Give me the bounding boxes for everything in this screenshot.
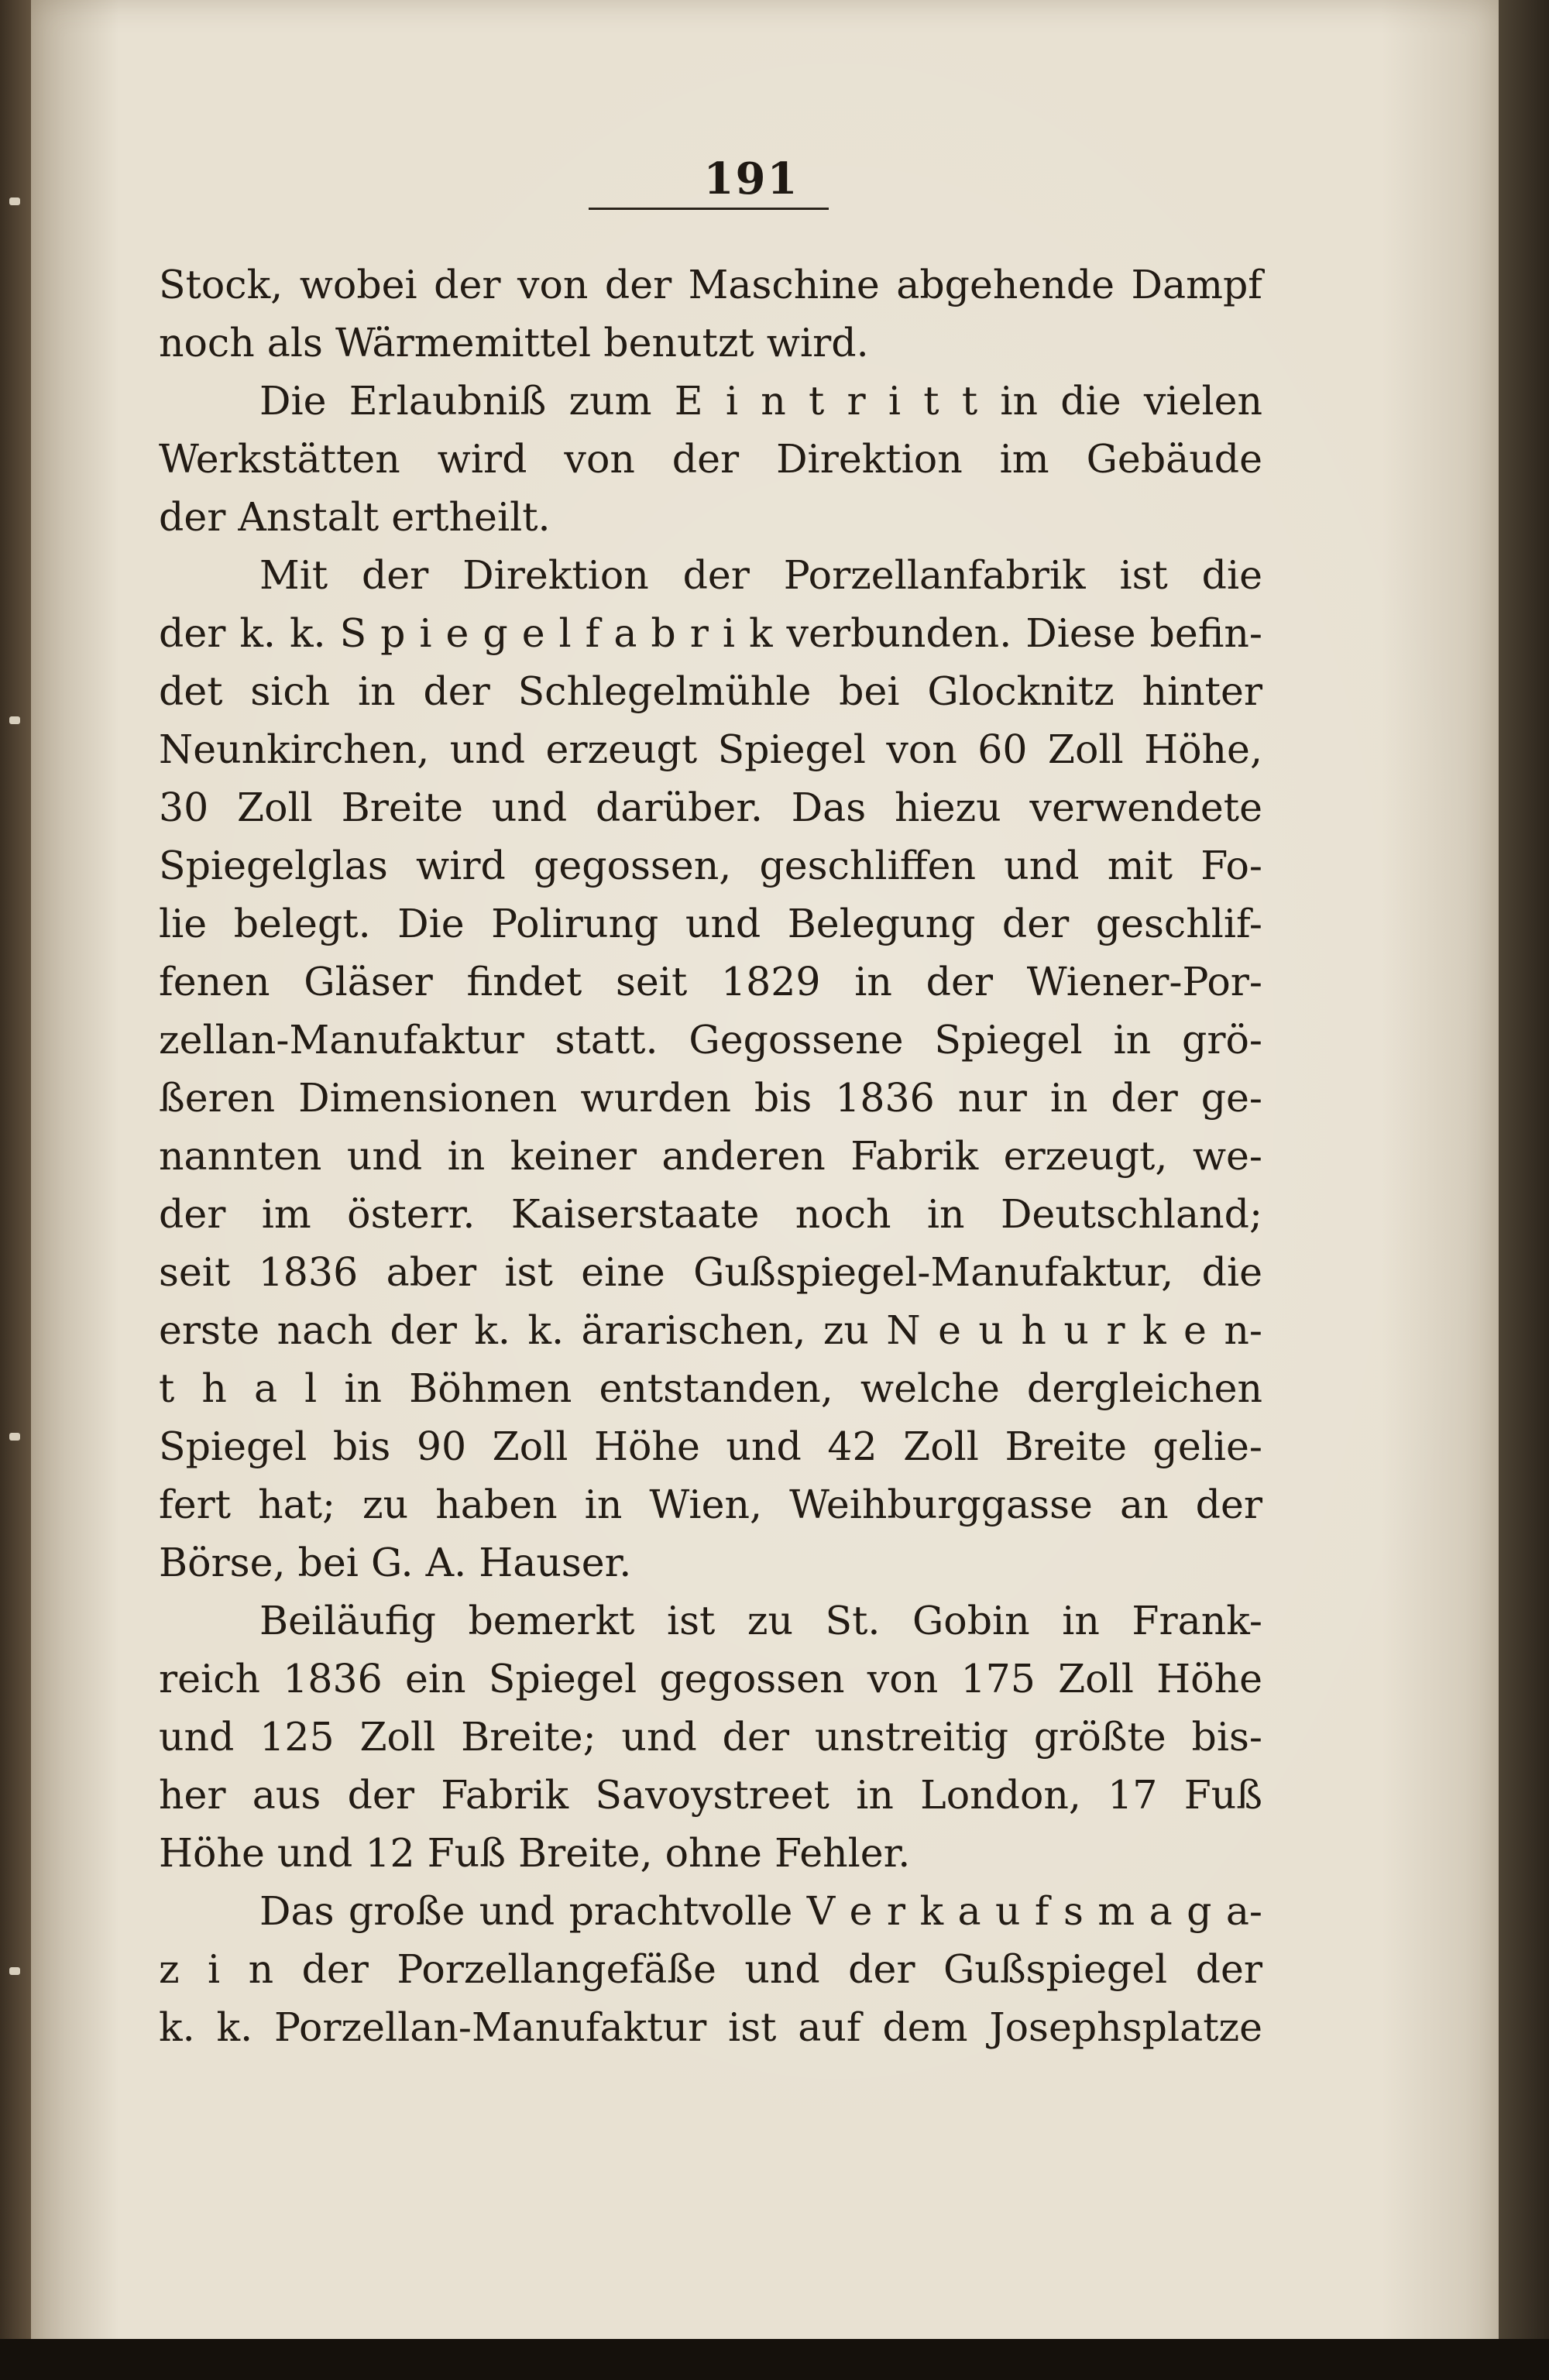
text-line: Werkstätten wird von der Direktion im Gebäude bbox=[159, 436, 1262, 482]
text-line: Stock, wobei der von der Maschine abgehende Dampf bbox=[159, 262, 1262, 307]
text-line: noch als Wärmemittel benutzt wird. bbox=[159, 320, 869, 366]
text-line: Mit der Direktion der Porzellanfabrik ist die bbox=[259, 552, 1262, 598]
text-line: fert hat; zu haben in Wien, Weihburggasse an der bbox=[159, 1482, 1262, 1527]
body-text bbox=[159, 256, 1262, 2056]
text-line: Neunkirchen, und erzeugt Spiegel von 60 Zoll Höhe, bbox=[159, 726, 1262, 772]
text-line: der im österr. Kaiserstaate noch in Deutschland; bbox=[159, 1191, 1262, 1237]
text-line: Das große und prachtvolle V e r k a u f s m a g a- bbox=[259, 1888, 1262, 1934]
text-line: nannten und in keiner anderen Fabrik erzeugt, we- bbox=[159, 1133, 1262, 1179]
text-line: zellan-Manufaktur statt. Gegossene Spiegel in grö- bbox=[159, 1017, 1262, 1063]
binding-stitch bbox=[9, 197, 20, 205]
binding-stitch bbox=[9, 1433, 20, 1441]
text-line: und 125 Zoll Breite; und der unstreitig größte bis- bbox=[159, 1714, 1262, 1760]
binding-stitch bbox=[9, 1967, 20, 1975]
text-line: 30 Zoll Breite und darüber. Das hiezu verwendete bbox=[159, 785, 1262, 830]
text-line: Börse, bei G. A. Hauser. bbox=[159, 1540, 632, 1585]
text-line: Höhe und 12 Fuß Breite, ohne Fehler. bbox=[159, 1830, 911, 1876]
text-line: det sich in der Schlegelmühle bei Glocknitz hinter bbox=[159, 668, 1262, 714]
text-line: seit 1836 aber ist eine Gußspiegel-Manufaktur, die bbox=[159, 1249, 1262, 1295]
text-line: Die Erlaubniß zum E i n t r i t t in die vielen bbox=[259, 378, 1262, 424]
text-line: der Anstalt ertheilt. bbox=[159, 494, 551, 540]
text-line: z i n der Porzellangefäße und der Gußspiegel der bbox=[159, 1946, 1262, 1992]
text-line: der k. k. S p i e g e l f a b r i k verbunden. Diese befin- bbox=[159, 610, 1262, 656]
text-line: erste nach der k. k. ärarischen, zu N e u h u r k e n- bbox=[159, 1307, 1262, 1353]
text-line: her aus der Fabrik Savoystreet in London, 17 Fuß bbox=[159, 1772, 1262, 1818]
text-line: lie belegt. Die Polirung und Belegung der geschlif- bbox=[159, 901, 1262, 946]
page-edge-bottom bbox=[0, 2339, 1549, 2380]
header-rule bbox=[589, 208, 829, 210]
text-line: Spiegelglas wird gegossen, geschliffen und mit Fo- bbox=[159, 843, 1262, 888]
text-line: t h a l in Böhmen entstanden, welche dergleichen bbox=[159, 1365, 1262, 1411]
text-line: reich 1836 ein Spiegel gegossen von 175 Zoll Höhe bbox=[159, 1656, 1262, 1702]
binding-stitch bbox=[9, 716, 20, 724]
text-line: fenen Gläser findet seit 1829 in der Wiener-Por- bbox=[159, 959, 1262, 1005]
text-line: Spiegel bis 90 Zoll Höhe und 42 Zoll Breite gelie- bbox=[159, 1424, 1262, 1469]
text-line: k. k. Porzellan-Manufaktur ist auf dem Josephsplatze bbox=[159, 2004, 1262, 2050]
page-edge-right bbox=[1499, 0, 1549, 2380]
page-number: 191 bbox=[703, 153, 799, 204]
text-line: ßeren Dimensionen wurden bis 1836 nur in der ge- bbox=[159, 1075, 1262, 1121]
text-line: Beiläufig bemerkt ist zu St. Gobin in Frank- bbox=[259, 1598, 1262, 1643]
